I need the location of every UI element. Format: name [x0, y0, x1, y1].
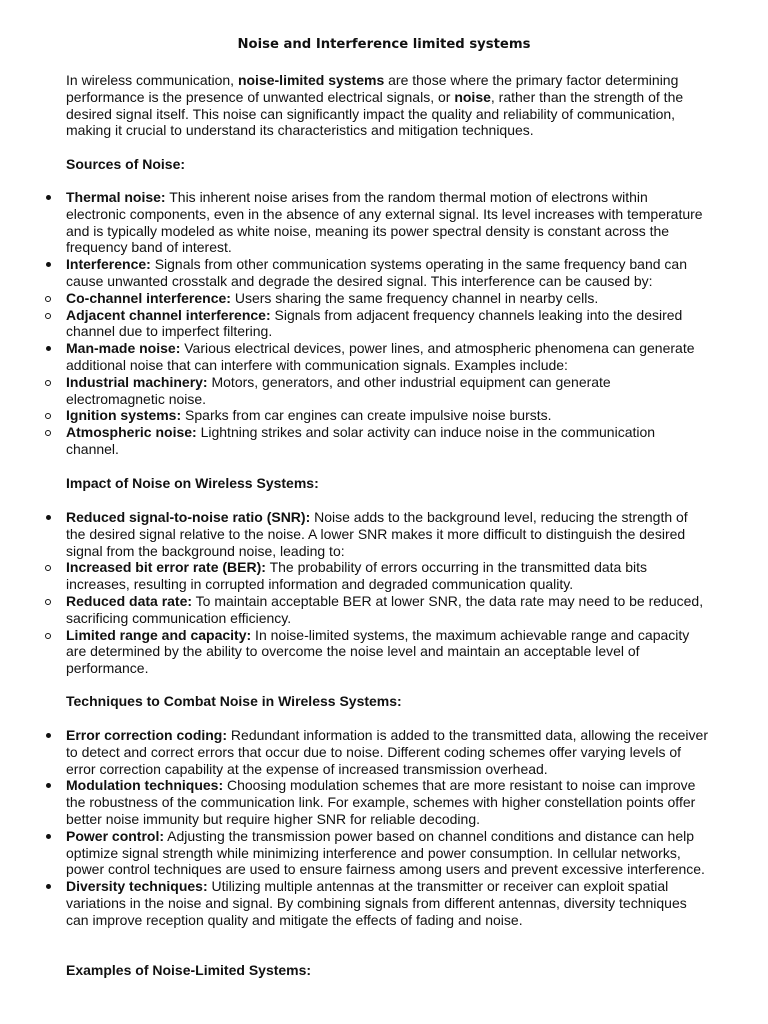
- list-item: [0, 307, 768, 341]
- list-item: [0, 509, 768, 559]
- list-item-text: Choosing modulation schemes that are more resistant to noise can improve the robustness of the communication link. For example, schemes with higher constellation points offer better noise immunity but require higher SNR for reliable decoding.: [66, 777, 696, 827]
- list-item: [0, 878, 768, 928]
- list-item: [0, 256, 768, 290]
- list-item-term: Co-channel interference:: [66, 289, 231, 306]
- list-item-text: Various electrical devices, power lines, and atmospheric phenomena can generate additional noise that can interfere with communication signals. Examples include:: [66, 340, 695, 373]
- list-item-term: Limited range and capacity:: [66, 626, 252, 643]
- list-item-term: Reduced signal-to-noise ratio (SNR):: [66, 509, 311, 525]
- list-item-term: Atmospheric noise:: [66, 424, 197, 441]
- list-item-text: Signals from other communication systems operating in the same frequency band can cause unwanted crosstalk and degrade the desired signal. This interference can be caused by:: [66, 256, 687, 289]
- list-item-term: Man-made noise:: [66, 340, 181, 357]
- list-item-term: Ignition systems:: [66, 407, 182, 424]
- list-item-text: Lightning strikes and solar activity can induce noise in the communication channel.: [66, 424, 656, 457]
- list-item-text: Utilizing multiple antennas at the transmitter or receiver can exploit spatial variations in the noise and signal. By combining signals from different antennas, diversity techniques can improve reception quality and mitigate the effects of fading and noise.: [66, 878, 687, 928]
- intro-text-1: In wireless communication,: [66, 72, 238, 88]
- list-item-term: Reduced data rate:: [66, 592, 193, 609]
- list-item-term: Power control:: [66, 827, 165, 844]
- list-item-text: Motors, generators, and other industrial equipment can generate electromagnetic noise.: [66, 373, 611, 407]
- list-item: [0, 374, 768, 408]
- list-item: [0, 828, 768, 878]
- document-title: Noise and Interference limited systems: [237, 37, 531, 52]
- list-item-text: The probability of errors occurring in the transmitted data bits increases, resulting in corrupted information and degraded communication quality.: [66, 559, 647, 593]
- list-item-term: Adjacent channel interference:: [66, 306, 271, 323]
- intro-bold-noise: noise: [454, 88, 491, 105]
- list-item: [0, 593, 768, 627]
- heading-examples: Examples of Noise-Limited Systems:: [66, 962, 312, 978]
- list-item: [0, 424, 768, 458]
- list-item: [0, 290, 768, 307]
- techniques-list: [0, 727, 768, 929]
- list-item-text: Adjusting the transmission power based on channel conditions and distance can help optimize signal strength while minimizing interference and power consumption. In cellular networks, power control techniques are used to ensure fairness among users and prevent excessive interference.: [66, 827, 705, 878]
- heading-techniques: Techniques to Combat Noise in Wireless Systems:: [66, 693, 402, 709]
- list-item-text: Users sharing the same frequency channel in nearby cells.: [230, 289, 599, 306]
- list-item: [0, 727, 768, 777]
- list-item-term: Thermal noise:: [66, 189, 166, 205]
- list-item: [0, 340, 768, 374]
- list-item-term: Error correction coding:: [66, 727, 228, 743]
- list-item-term: Industrial machinery:: [66, 373, 208, 390]
- list-item: [0, 777, 768, 827]
- list-item: [0, 559, 768, 593]
- list-item-text: Noise adds to the background level, reducing the strength of the desired signal relative to the noise. A lower SNR makes it more difficult to distinguish the desired signal from the background noise, leading to:: [66, 509, 688, 559]
- list-item-term: Diversity techniques:: [66, 878, 208, 895]
- list-item-text: Signals from adjacent frequency channels leaking into the desired channel due to imperfect filtering.: [66, 306, 683, 340]
- impact-list: [0, 509, 768, 677]
- list-item-term: Increased bit error rate (BER):: [66, 559, 266, 576]
- heading-impact-of-noise: Impact of Noise on Wireless Systems:: [66, 475, 319, 491]
- heading-sources-of-noise: Sources of Noise:: [66, 156, 186, 172]
- list-item-text: Sparks from car engines can create impulsive noise bursts.: [181, 407, 552, 424]
- intro-text-3: , rather than the strength of the desired signal itself. This noise can significantly impact the quality and reliability of communication, making it crucial to understand its characteristics and mitigation techniques.: [66, 88, 684, 139]
- list-item-text: Redundant information is added to the transmitted data, allowing the receiver to detect and correct errors that occur due to noise. Different coding schemes offer varying levels of error correction capability at the expense of increased transmission overhead.: [66, 727, 708, 777]
- list-item-text: In noise-limited systems, the maximum achievable range and capacity are determined by the ability to overcome the noise level and maintain an acceptable level of performance.: [66, 626, 690, 677]
- intro-text-2: are those where the primary factor determining performance is the presence of unwanted electrical signals, or: [66, 72, 679, 105]
- list-item: [0, 189, 768, 256]
- list-item-term: Interference:: [66, 256, 151, 273]
- intro-bold-noise-limited: noise-limited systems: [237, 72, 385, 88]
- list-item: [0, 407, 768, 424]
- sources-list: [0, 189, 768, 458]
- list-item-text: To maintain acceptable BER at lower SNR, the data rate may need to be reduced, sacrificing communication efficiency.: [66, 592, 704, 626]
- intro-paragraph: [66, 72, 706, 139]
- list-item-text: This inherent noise arises from the random thermal motion of electrons within electronic components, even in the absence of any external signal. Its level increases with temperature and is typically modeled as white noise, meaning its power spectral density is constant across the frequency band of interest.: [66, 189, 703, 256]
- list-item: [0, 627, 768, 677]
- list-item-term: Modulation techniques:: [66, 777, 224, 794]
